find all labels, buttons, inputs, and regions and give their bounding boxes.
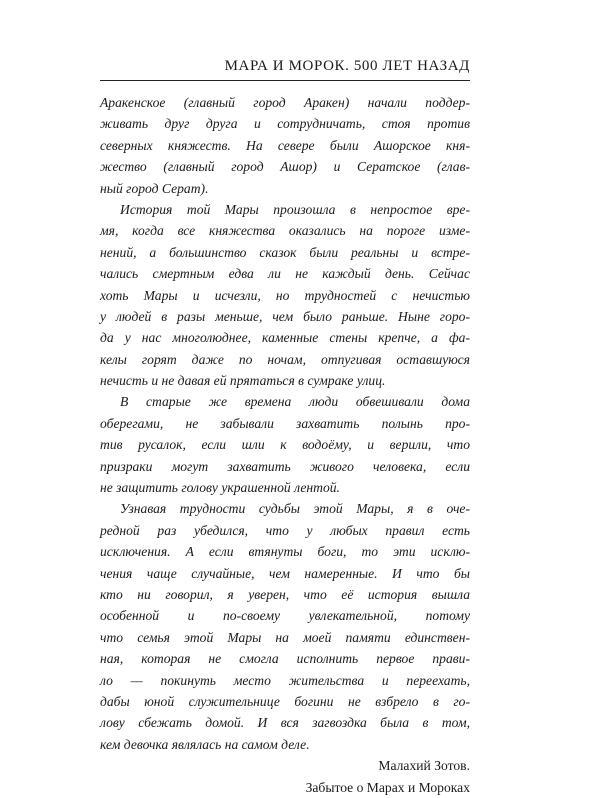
text-line: у людей в разы меньше, чем было раньше. Ныне горо-: [100, 308, 470, 324]
text-line: тив русалок, если шли к водоёму, и верили, что: [100, 437, 470, 453]
text-line: чения чаще случайные, чем намеренные. И что бы: [100, 565, 470, 581]
text-line: призраки могут захватить живого человека, если: [100, 458, 470, 474]
signature-work: Забытое о Марах и Мороках: [305, 779, 470, 795]
text-line: жество (главный город Ашор) и Сератское (глав-: [100, 159, 470, 175]
text-line: да у нас многолюднее, каменные стены крепче, а фа-: [100, 330, 470, 346]
text-line: нечисть и не давая ей прятаться в сумраке улиц.: [100, 373, 386, 389]
text-line: дабы юной служительнице богини не взбрело в го-: [100, 693, 470, 709]
paragraph-3: [100, 391, 470, 498]
text-line: кто ни говорил, я уверен, что её история вышла: [100, 586, 470, 602]
text-line: В старые же времена люди обвешивали дома: [120, 394, 470, 410]
paragraph-2: [100, 199, 470, 392]
body-text: [100, 92, 470, 798]
running-head-title: МАРА И МОРОК. 500 ЛЕТ НАЗАД: [224, 58, 470, 74]
signature-author: Малахий Зотов.: [378, 758, 470, 774]
text-line: Аракенское (главный город Аракен) начали поддер-: [100, 95, 470, 110]
text-line: ло — покинуть место жительства и переехать,: [100, 672, 470, 688]
text-line: исключения. А если втянуты боги, то эти исклю-: [100, 544, 470, 560]
text-line: ная, которая не смогла исполнить первое прави-: [100, 651, 470, 667]
text-line: оберегами, не забывали захватить полынь про-: [100, 415, 470, 431]
text-line: мя, когда все княжества оказались на пороге измe-: [100, 223, 470, 239]
text-line: особенной и по-своему увлекательной, потому: [100, 608, 470, 624]
text-line: что семья этой Мары на моей памяти единствен-: [100, 629, 470, 645]
text-line: хоть Мары и исчезли, но трудностей с нечистью: [100, 287, 470, 303]
text-line: редной раз убедился, что у любых правил есть: [100, 522, 470, 538]
text-line: кем девочка являлась на самом деле.: [100, 736, 310, 752]
text-line: живать друг друга и сотрудничать, стоя против: [100, 116, 470, 132]
text-line: чались смертным едва ли не каждый день. Сейчас: [100, 266, 470, 282]
paragraph-1: [100, 92, 470, 199]
text-line: северных княжеств. На севере были Ашорское кня-: [100, 137, 470, 153]
header-rule: [100, 80, 470, 81]
text-line: келы горят даже по ночам, отпугивая оставшуюся: [100, 351, 470, 367]
text-line: ный город Серат).: [100, 180, 209, 196]
text-line: не защитить голову украшенной лентой.: [100, 480, 340, 496]
text-line: История той Мары произошла в непростое вре-: [120, 201, 470, 217]
text-line: нений, а большинство сказок были реальны и встре-: [100, 244, 470, 260]
text-line: лову сбежать домой. И вся загвоздка была в том,: [100, 715, 470, 731]
text-line: Узнавая трудности судьбы этой Мары, я в оче-: [120, 501, 470, 517]
paragraph-4: [100, 498, 470, 755]
